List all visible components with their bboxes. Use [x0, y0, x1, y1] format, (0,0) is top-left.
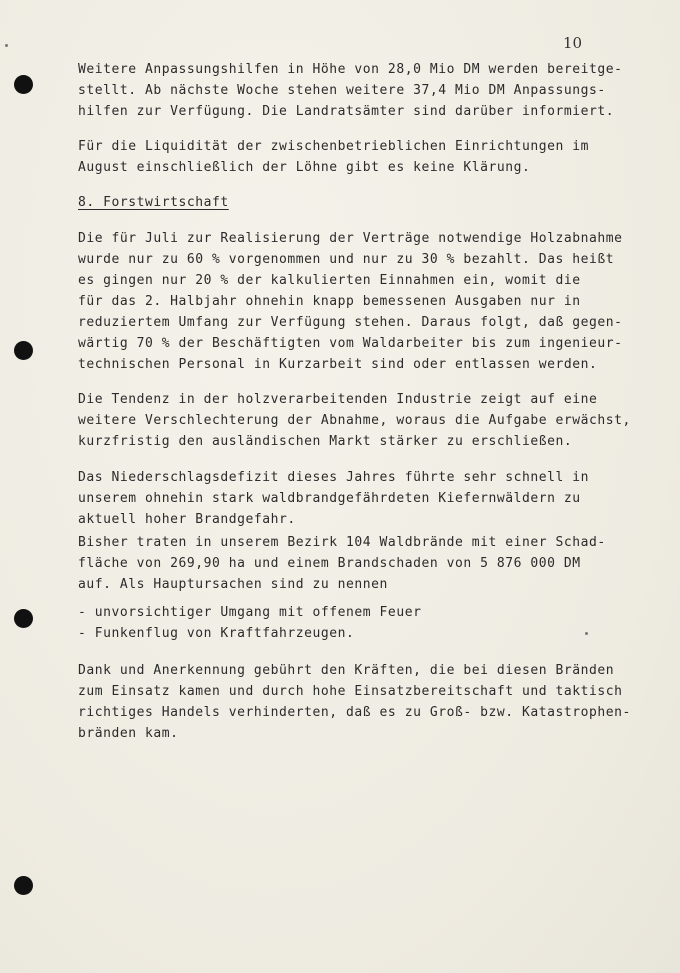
text-line: weitere Verschlechterung der Abnahme, woraus die Aufgabe erwächst, — [78, 413, 631, 428]
text-line: Die für Juli zur Realisierung der Verträge notwendige Holzabnahme — [78, 231, 623, 246]
text-line: auf. Als Hauptursachen sind zu nennen — [78, 577, 388, 592]
text-line: zum Einsatz kamen und durch hohe Einsatzbereitschaft und taktisch — [78, 684, 623, 699]
bullet-item: - unvorsichtiger Umgang mit offenem Feuer — [78, 605, 422, 620]
text-line: für das 2. Halbjahr ohnehin knapp bemessenen Ausgaben nur in — [78, 294, 581, 309]
text-line: Weitere Anpassungshilfen in Höhe von 28,0 Mio DM werden bereitge- — [78, 62, 623, 77]
text-line: Die Tendenz in der holzverarbeitenden Industrie zeigt auf eine — [78, 392, 598, 407]
text-line: Für die Liquidität der zwischenbetrieblichen Einrichtungen im — [78, 139, 589, 154]
text-line: hilfen zur Verfügung. Die Landratsämter sind darüber informiert. — [78, 104, 615, 119]
text-line: richtiges Handels verhinderten, daß es zu Groß- bzw. Katastrophen- — [78, 705, 631, 720]
text-line: reduziertem Umfang zur Verfügung stehen. Daraus folgt, daß gegen- — [78, 315, 623, 330]
page-number: 10 — [563, 34, 583, 52]
text-line: es gingen nur 20 % der kalkulierten Einnahmen ein, womit die — [78, 273, 581, 288]
text-line: Bisher traten in unserem Bezirk 104 Waldbrände mit einer Schad- — [78, 535, 606, 550]
text-line: kurzfristig den ausländischen Markt stärker zu erschließen. — [78, 434, 573, 449]
punch-hole-1 — [14, 75, 33, 94]
text-line: bränden kam. — [78, 726, 179, 741]
punch-hole-2 — [14, 341, 33, 360]
text-line: stellt. Ab nächste Woche stehen weitere 37,4 Mio DM Anpassungs- — [78, 83, 606, 98]
text-line: technischen Personal in Kurzarbeit sind oder entlassen werden. — [78, 357, 598, 372]
bullet-item: - Funkenflug von Kraftfahrzeugen. — [78, 626, 355, 641]
paper-speck — [585, 632, 588, 635]
section-heading: 8. Forstwirtschaft — [78, 195, 229, 210]
punch-hole-3 — [14, 609, 33, 628]
text-line: Das Niederschlagsdefizit dieses Jahres führte sehr schnell in — [78, 470, 589, 485]
text-line: unserem ohnehin stark waldbrandgefährdeten Kiefernwäldern zu — [78, 491, 581, 506]
text-line: Dank und Anerkennung gebührt den Kräften, die bei diesen Bränden — [78, 663, 615, 678]
text-line: wärtig 70 % der Beschäftigten vom Waldarbeiter bis zum ingenieur- — [78, 336, 623, 351]
punch-hole-4 — [14, 876, 33, 895]
text-line: August einschließlich der Löhne gibt es keine Klärung. — [78, 160, 531, 175]
paper-speck — [5, 44, 8, 47]
text-line: wurde nur zu 60 % vorgenommen und nur zu 30 % bezahlt. Das heißt — [78, 252, 615, 267]
text-line: fläche von 269,90 ha und einem Brandschaden von 5 876 000 DM — [78, 556, 581, 571]
text-line: aktuell hoher Brandgefahr. — [78, 512, 296, 527]
